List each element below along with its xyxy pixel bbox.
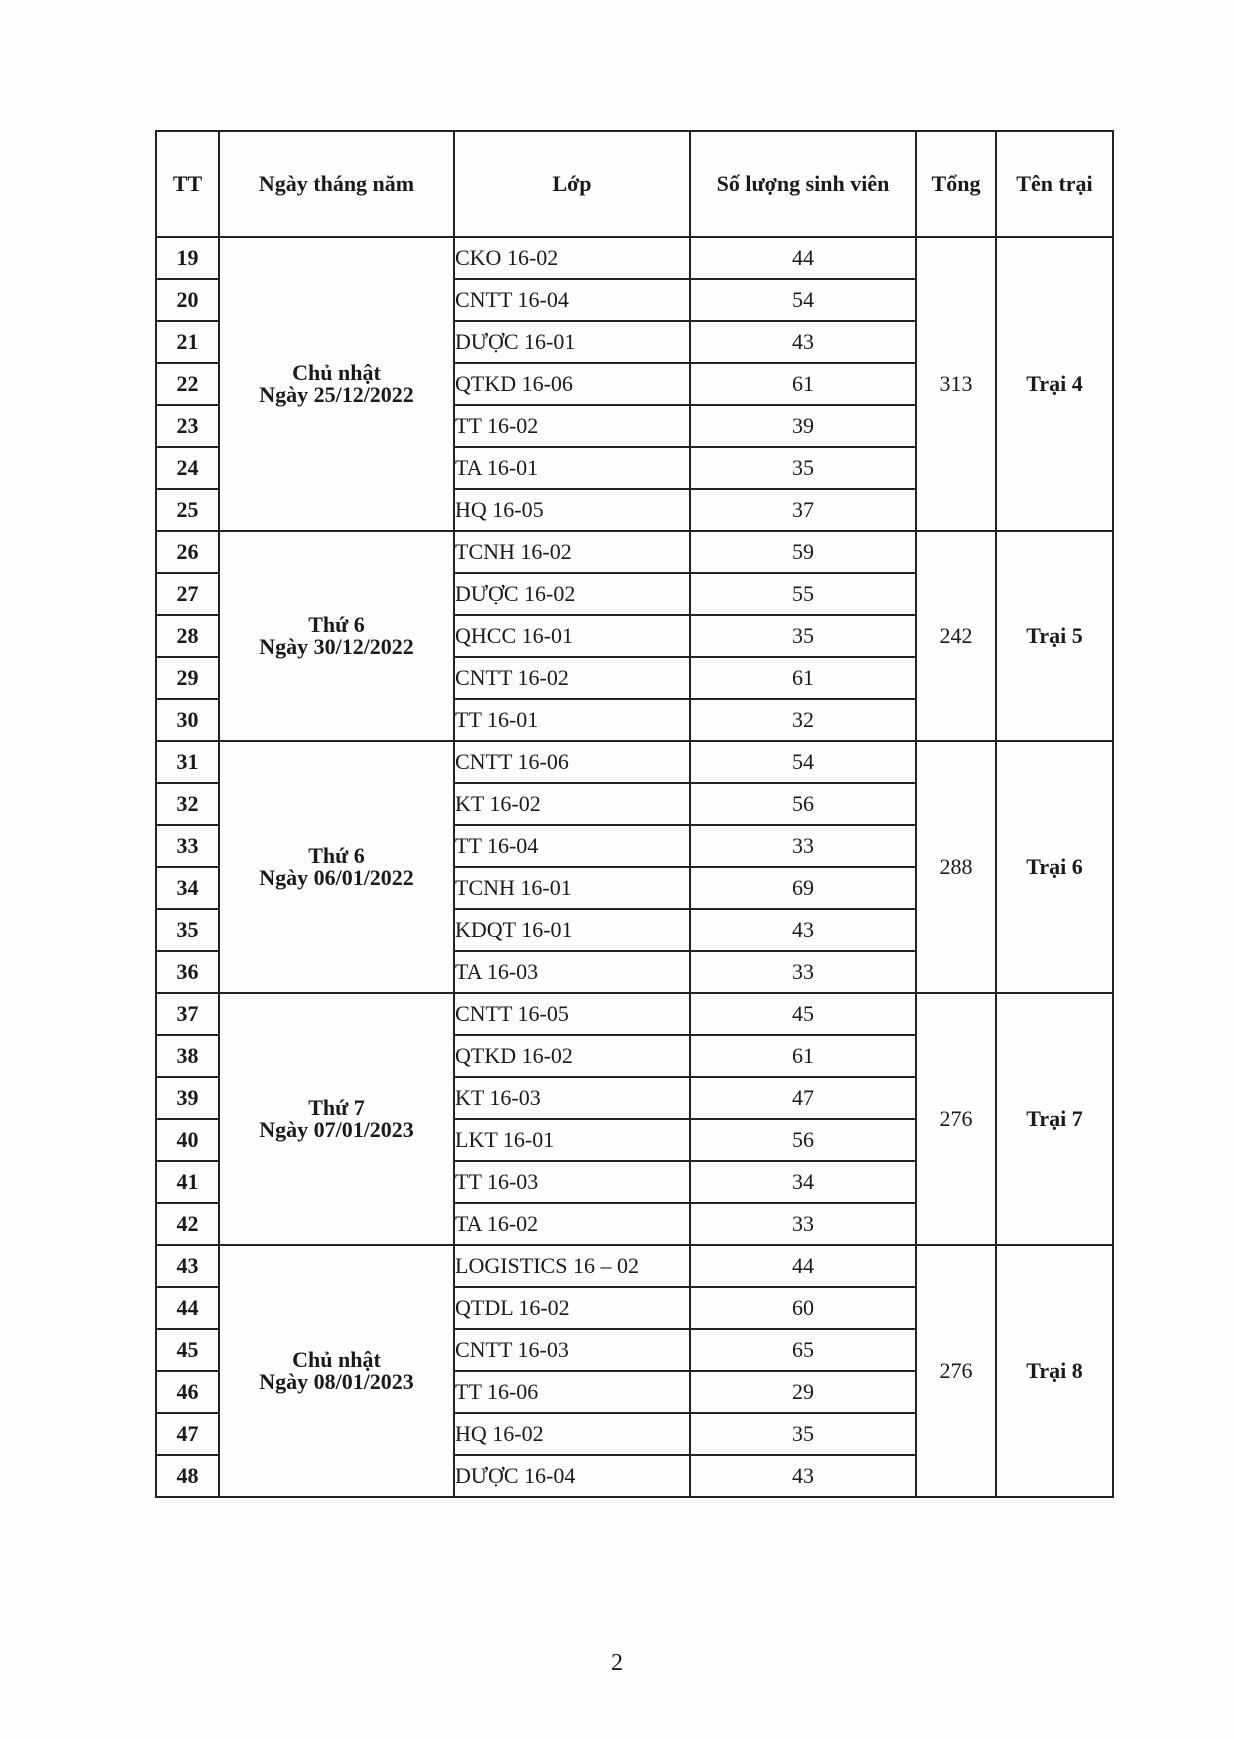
- row-number: 35: [156, 909, 219, 951]
- student-count: 32: [690, 699, 916, 741]
- camp-name: Trại 6: [996, 741, 1113, 993]
- row-number: 27: [156, 573, 219, 615]
- class-name: CKO 16-02: [454, 237, 690, 279]
- row-number: 42: [156, 1203, 219, 1245]
- row-number: 19: [156, 237, 219, 279]
- row-number: 36: [156, 951, 219, 993]
- student-count: 43: [690, 1455, 916, 1497]
- group-total: 242: [916, 531, 996, 741]
- student-count: 35: [690, 615, 916, 657]
- group-total: 288: [916, 741, 996, 993]
- header-camp: Tên trại: [996, 131, 1113, 237]
- student-count: 37: [690, 489, 916, 531]
- class-name: QTDL 16-02: [454, 1287, 690, 1329]
- table-row: [156, 1245, 1113, 1287]
- class-name: DƯỢC 16-01: [454, 321, 690, 363]
- student-count: 44: [690, 1245, 916, 1287]
- class-name: DƯỢC 16-02: [454, 573, 690, 615]
- class-name: HQ 16-05: [454, 489, 690, 531]
- student-count: 59: [690, 531, 916, 573]
- row-number: 33: [156, 825, 219, 867]
- group-total: 276: [916, 993, 996, 1245]
- row-number: 34: [156, 867, 219, 909]
- camp-schedule-table: [155, 130, 1114, 1498]
- class-name: TA 16-01: [454, 447, 690, 489]
- student-count: 47: [690, 1077, 916, 1119]
- student-count: 29: [690, 1371, 916, 1413]
- student-count: 56: [690, 1119, 916, 1161]
- header-class: Lớp: [454, 131, 690, 237]
- header-students: Số lượng sinh viên: [690, 131, 916, 237]
- student-count: 33: [690, 951, 916, 993]
- group-day: Thứ 7: [308, 1095, 365, 1120]
- group-total: 276: [916, 1245, 996, 1497]
- student-count: 33: [690, 825, 916, 867]
- class-name: TA 16-03: [454, 951, 690, 993]
- student-count: 44: [690, 237, 916, 279]
- group-date: Ngày 08/01/2023: [259, 1369, 414, 1394]
- table-row: [156, 531, 1113, 573]
- class-name: KT 16-02: [454, 783, 690, 825]
- row-number: 25: [156, 489, 219, 531]
- student-count: 65: [690, 1329, 916, 1371]
- class-name: TT 16-04: [454, 825, 690, 867]
- table-header: [156, 131, 1113, 237]
- class-name: HQ 16-02: [454, 1413, 690, 1455]
- group-date-cell: [219, 741, 454, 993]
- camp-name: Trại 8: [996, 1245, 1113, 1497]
- class-name: TA 16-02: [454, 1203, 690, 1245]
- row-number: 22: [156, 363, 219, 405]
- table-row: [156, 993, 1113, 1035]
- row-number: 41: [156, 1161, 219, 1203]
- class-name: QHCC 16-01: [454, 615, 690, 657]
- student-count: 55: [690, 573, 916, 615]
- group-day: Thứ 6: [308, 612, 365, 637]
- camp-name: Trại 7: [996, 993, 1113, 1245]
- class-name: DƯỢC 16-04: [454, 1455, 690, 1497]
- table-row: [156, 741, 1113, 783]
- student-count: 61: [690, 657, 916, 699]
- class-name: QTKD 16-02: [454, 1035, 690, 1077]
- group-date-cell: [219, 531, 454, 741]
- student-count: 61: [690, 363, 916, 405]
- class-name: CNTT 16-04: [454, 279, 690, 321]
- row-number: 43: [156, 1245, 219, 1287]
- class-name: CNTT 16-03: [454, 1329, 690, 1371]
- row-number: 30: [156, 699, 219, 741]
- student-count: 61: [690, 1035, 916, 1077]
- student-count: 43: [690, 909, 916, 951]
- group-day: Chủ nhật: [292, 1347, 381, 1372]
- row-number: 23: [156, 405, 219, 447]
- class-name: TCNH 16-02: [454, 531, 690, 573]
- group-date: Ngày 07/01/2023: [259, 1117, 414, 1142]
- student-count: 54: [690, 741, 916, 783]
- class-name: CNTT 16-06: [454, 741, 690, 783]
- row-number: 38: [156, 1035, 219, 1077]
- group-date: Ngày 25/12/2022: [259, 382, 414, 407]
- row-number: 26: [156, 531, 219, 573]
- class-name: TT 16-03: [454, 1161, 690, 1203]
- row-number: 39: [156, 1077, 219, 1119]
- class-name: TT 16-02: [454, 405, 690, 447]
- row-number: 37: [156, 993, 219, 1035]
- student-count: 34: [690, 1161, 916, 1203]
- class-name: CNTT 16-02: [454, 657, 690, 699]
- group-date: Ngày 30/12/2022: [259, 634, 414, 659]
- row-number: 20: [156, 279, 219, 321]
- row-number: 46: [156, 1371, 219, 1413]
- group-date-cell: [219, 1245, 454, 1497]
- student-count: 54: [690, 279, 916, 321]
- group-date-cell: [219, 237, 454, 531]
- row-number: 40: [156, 1119, 219, 1161]
- student-count: 35: [690, 1413, 916, 1455]
- table-body: [156, 237, 1113, 1497]
- row-number: 28: [156, 615, 219, 657]
- header-row: [156, 131, 1113, 237]
- student-count: 60: [690, 1287, 916, 1329]
- class-name: TT 16-06: [454, 1371, 690, 1413]
- camp-name: Trại 5: [996, 531, 1113, 741]
- row-number: 32: [156, 783, 219, 825]
- class-name: LKT 16-01: [454, 1119, 690, 1161]
- row-number: 47: [156, 1413, 219, 1455]
- group-day: Thứ 6: [308, 843, 365, 868]
- class-name: QTKD 16-06: [454, 363, 690, 405]
- header-date: Ngày tháng năm: [219, 131, 454, 237]
- group-date-cell: [219, 993, 454, 1245]
- class-name: KDQT 16-01: [454, 909, 690, 951]
- header-total: Tổng: [916, 131, 996, 237]
- student-count: 43: [690, 321, 916, 363]
- student-count: 39: [690, 405, 916, 447]
- student-count: 33: [690, 1203, 916, 1245]
- row-number: 48: [156, 1455, 219, 1497]
- student-count: 45: [690, 993, 916, 1035]
- student-count: 69: [690, 867, 916, 909]
- row-number: 45: [156, 1329, 219, 1371]
- header-tt: TT: [156, 131, 219, 237]
- class-name: CNTT 16-05: [454, 993, 690, 1035]
- row-number: 24: [156, 447, 219, 489]
- camp-name: Trại 4: [996, 237, 1113, 531]
- row-number: 21: [156, 321, 219, 363]
- table-row: [156, 237, 1113, 279]
- group-date: Ngày 06/01/2022: [259, 865, 414, 890]
- student-count: 35: [690, 447, 916, 489]
- class-name: TT 16-01: [454, 699, 690, 741]
- student-count: 56: [690, 783, 916, 825]
- row-number: 44: [156, 1287, 219, 1329]
- page-number: 2: [611, 1650, 623, 1676]
- group-day: Chủ nhật: [292, 360, 381, 385]
- class-name: LOGISTICS 16 – 02: [454, 1245, 690, 1287]
- group-total: 313: [916, 237, 996, 531]
- row-number: 29: [156, 657, 219, 699]
- class-name: TCNH 16-01: [454, 867, 690, 909]
- class-name: KT 16-03: [454, 1077, 690, 1119]
- row-number: 31: [156, 741, 219, 783]
